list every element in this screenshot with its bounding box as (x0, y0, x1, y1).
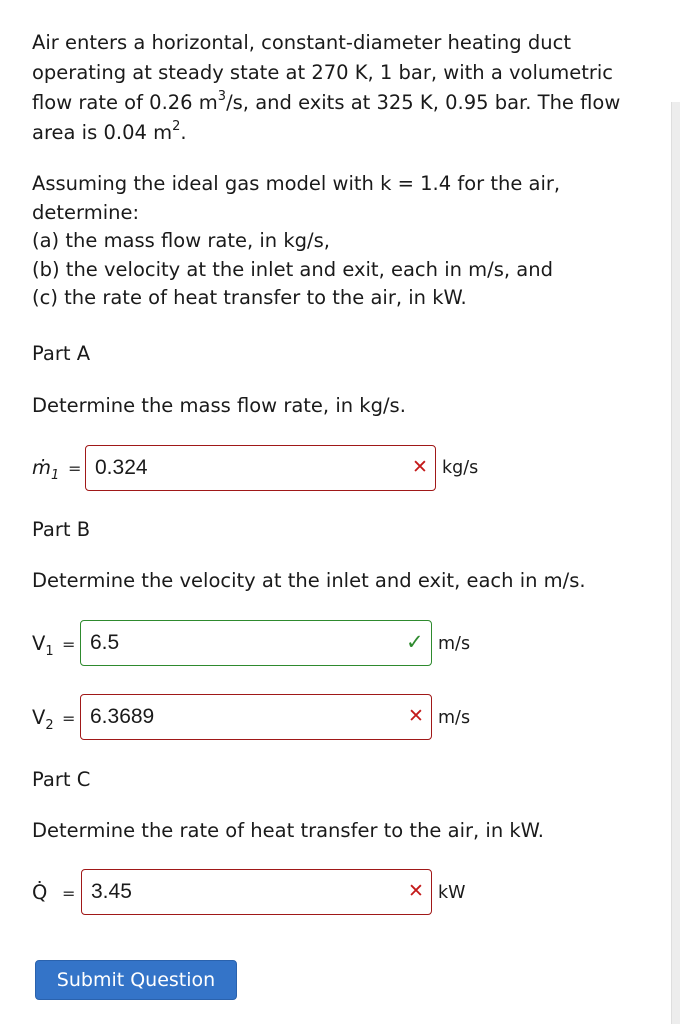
part-a-title: Part A (32, 342, 91, 365)
task-c: (c) the rate of heat transfer to the air, in kW. (32, 286, 467, 309)
task-a: (a) the mass flow rate, in kg/s, (32, 229, 330, 252)
velocity-symbol: V (32, 632, 46, 655)
problem-tasks (32, 170, 662, 313)
exit-velocity-unit: m/s (438, 708, 471, 728)
part-b-title: Part B (32, 518, 91, 541)
problem-line-2: operating at steady state at 270 K, 1 bar, with a volumetric (32, 61, 614, 84)
assume-line-2: determine: (32, 200, 140, 224)
task-b: (b) the velocity at the inlet and exit, each in m/s, and (32, 257, 553, 281)
equals-sign: = (62, 884, 76, 903)
equals-sign: = (68, 459, 82, 478)
mass-flow-symbol: ṁ (32, 456, 51, 479)
mass-flow-label (32, 456, 60, 483)
inlet-velocity-unit: m/s (438, 634, 471, 654)
superscript: 2 (172, 118, 181, 134)
mass-flow-unit: kg/s (442, 458, 479, 478)
part-b-prompt: Determine the velocity at the inlet and exit, each in m/s. (32, 569, 586, 592)
heat-rate-unit: kW (438, 883, 466, 903)
inlet-velocity-input[interactable]: 6.5 (80, 620, 432, 666)
problem-line-3-a: flow rate of 0.26 m (32, 91, 218, 114)
correct-check-icon: ✓ (406, 630, 424, 654)
submit-question-button[interactable]: Submit Question (35, 960, 237, 1000)
incorrect-x-icon: ✕ (408, 880, 424, 902)
subscript: 1 (45, 644, 54, 659)
velocity-symbol: V (32, 706, 46, 729)
problem-line-4-a: area is 0.04 m (32, 121, 173, 144)
scrollbar[interactable] (671, 102, 680, 1024)
incorrect-x-icon: ✕ (412, 456, 428, 478)
subscript: 1 (51, 468, 60, 483)
heat-rate-label: Q̇ (32, 881, 48, 904)
mass-flow-input[interactable]: 0.324 (85, 445, 436, 491)
incorrect-x-icon: ✕ (408, 705, 424, 727)
subscript: 2 (45, 718, 54, 733)
problem-line-3-b: /s, and exits at 325 K, 0.95 bar. The flow (226, 91, 621, 114)
problem-statement (32, 28, 662, 313)
problem-line-4-b: . (180, 121, 187, 144)
part-c-prompt: Determine the rate of heat transfer to the air, in kW. (32, 819, 544, 842)
exit-velocity-input[interactable]: 6.3689 (80, 694, 432, 740)
problem-line-1: Air enters a horizontal, constant-diameter heating duct (32, 31, 571, 54)
inlet-velocity-label (32, 632, 54, 659)
equals-sign: = (62, 635, 76, 654)
exit-velocity-label (32, 706, 54, 733)
problem-line-4 (32, 118, 662, 148)
equals-sign: = (62, 709, 76, 728)
heat-rate-input[interactable]: 3.45 (81, 869, 432, 915)
part-a-prompt: Determine the mass flow rate, in kg/s. (32, 394, 406, 417)
part-c-title: Part C (32, 768, 91, 791)
assume-line-1: Assuming the ideal gas model with k = 1.4 for the air, (32, 172, 561, 195)
superscript: 3 (217, 88, 227, 104)
problem-line-3 (32, 88, 662, 118)
